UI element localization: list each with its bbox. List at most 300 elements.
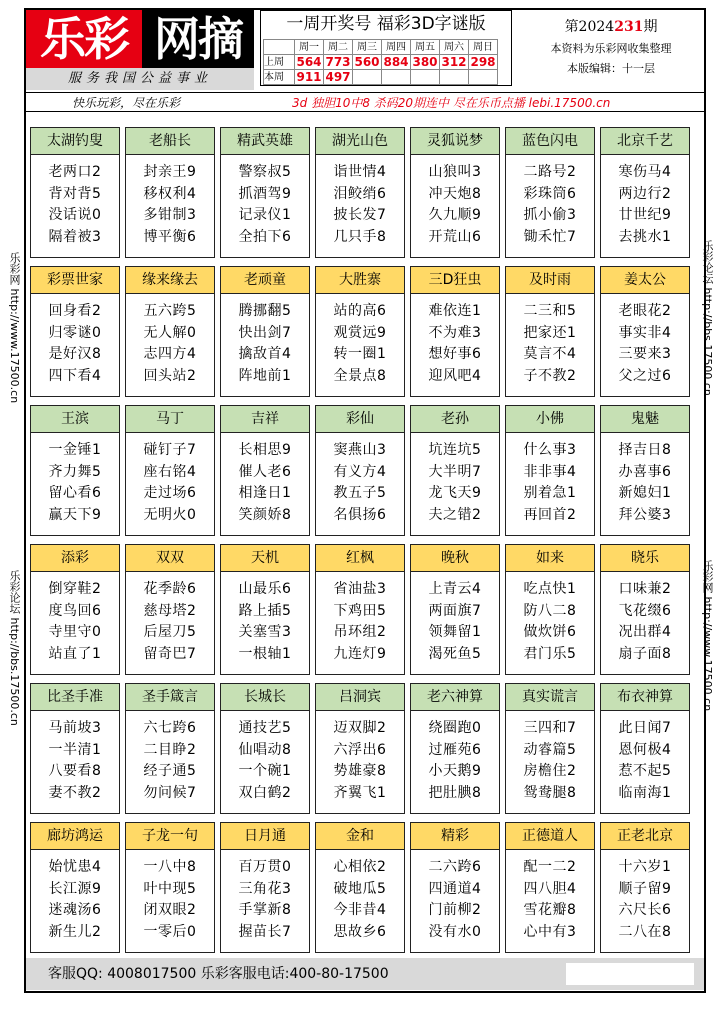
riddle-line: 三角花3 [238, 880, 292, 897]
card-items [601, 294, 689, 387]
riddle-line: 披长发7 [333, 207, 387, 223]
riddle-line: 闭双眼2 [143, 902, 197, 918]
riddle-card [410, 405, 500, 536]
riddle-line: 想好事6 [428, 346, 482, 362]
riddle-card [505, 683, 595, 814]
riddle-line: 移权利4 [143, 185, 197, 202]
riddle-line: 站直了1 [48, 645, 102, 662]
riddle-line: 四通道4 [428, 880, 482, 897]
riddle-line: 二三和5 [523, 303, 577, 319]
card-items [411, 433, 499, 526]
logo-black-text: 网摘 [142, 10, 254, 68]
card-items [126, 572, 214, 665]
issue-number: 第2024231期 [564, 19, 658, 35]
card-title: 吉祥 [221, 406, 309, 433]
draw-number [469, 70, 498, 85]
riddle-card [505, 822, 595, 953]
riddle-card [220, 266, 310, 397]
draw-number [411, 70, 440, 85]
riddle-line: 经子通5 [143, 763, 197, 779]
riddle-line: 二路号2 [523, 164, 577, 180]
riddle-card [600, 405, 690, 536]
card-title: 北京千艺 [601, 128, 689, 155]
card-title: 正老北京 [601, 823, 689, 850]
riddle-card [315, 127, 405, 258]
riddle-line: 名俱扬6 [333, 506, 387, 523]
card-items [316, 155, 404, 248]
card-items [31, 850, 119, 943]
card-items [601, 711, 689, 804]
riddle-line: 笑颜娇8 [238, 506, 292, 523]
riddle-card [505, 405, 595, 536]
riddle-card [30, 683, 120, 814]
riddle-card [410, 822, 500, 953]
riddle-line: 窦燕山3 [333, 442, 387, 458]
card-title: 精彩 [411, 823, 499, 850]
riddle-card [315, 822, 405, 953]
card-title: 天机 [221, 545, 309, 572]
card-items [31, 433, 119, 526]
weekday-row [264, 40, 498, 55]
riddle-line: 背对背5 [48, 185, 102, 202]
card-items [316, 850, 404, 943]
riddle-line: 势雄豪8 [333, 763, 387, 779]
riddle-line: 渴死鱼5 [428, 645, 482, 662]
riddle-line: 勿问候7 [143, 784, 197, 801]
card-items [126, 433, 214, 526]
riddle-line: 迎风吧4 [428, 367, 482, 384]
riddle-line: 抓酒驾9 [238, 185, 292, 202]
riddle-line: 回身看2 [48, 303, 102, 319]
card-items [411, 572, 499, 665]
weekday-label: 周二 [324, 40, 353, 55]
weekly-draw-box [260, 10, 512, 86]
riddle-line: 雪花瓣8 [523, 902, 577, 918]
riddle-line: 久九顺9 [428, 207, 482, 223]
riddle-line: 博平衡6 [143, 228, 197, 245]
riddle-line: 老眼花2 [618, 303, 672, 319]
footer-blank-box [566, 963, 694, 985]
card-items [221, 155, 309, 248]
card-items [31, 155, 119, 248]
riddle-line: 下鸡田5 [333, 602, 387, 619]
card-title: 长城长 [221, 684, 309, 711]
riddle-line: 一个碗1 [238, 763, 292, 779]
riddle-line: 子不教2 [523, 367, 577, 384]
riddle-line: 赢天下9 [48, 506, 102, 523]
grid-row [30, 544, 692, 675]
card-title: 老六神算 [411, 684, 499, 711]
card-items [506, 572, 594, 665]
last-week-label: 上周 [264, 55, 295, 70]
riddle-card [30, 544, 120, 675]
riddle-card [505, 266, 595, 397]
grid-row [30, 266, 692, 397]
riddle-line: 省油盐3 [333, 581, 387, 597]
riddle-line: 六七跨6 [143, 720, 197, 736]
riddle-line: 隔着被3 [48, 228, 102, 245]
riddle-line: 开荒山6 [428, 228, 482, 245]
riddle-line: 恩何极4 [618, 741, 672, 758]
riddle-line: 妻不教2 [48, 784, 102, 801]
card-title: 真实谎言 [506, 684, 594, 711]
side-text-left-top: 乐彩网 http://www.17500.cn [8, 252, 21, 404]
riddle-line: 不为难3 [428, 324, 482, 341]
riddle-line: 二八在8 [618, 923, 672, 940]
weekday-label: 周三 [353, 40, 382, 55]
card-items [601, 433, 689, 526]
riddle-line: 没话说0 [48, 207, 102, 223]
riddle-line: 龙飞天9 [428, 485, 482, 501]
grid-row [30, 127, 692, 258]
riddle-line: 阵地前1 [238, 367, 292, 384]
card-items [126, 294, 214, 387]
riddle-line: 冲天炮8 [428, 185, 482, 202]
riddle-card [125, 127, 215, 258]
riddle-card [125, 822, 215, 953]
riddle-line: 没有水0 [428, 923, 482, 940]
riddle-line: 抓小偷3 [523, 207, 577, 223]
card-items [221, 711, 309, 804]
riddle-line: 六尺长6 [618, 902, 672, 918]
card-items [126, 711, 214, 804]
riddle-line: 百万贯0 [238, 859, 292, 875]
card-items [31, 711, 119, 804]
card-title: 王滨 [31, 406, 119, 433]
riddle-line: 坑连坑5 [428, 442, 482, 458]
this-week-label: 本周 [264, 70, 295, 85]
riddle-line: 泪鲛绡6 [333, 185, 387, 202]
riddle-line: 扇子面8 [618, 645, 672, 662]
riddle-line: 擒敌首4 [238, 346, 292, 362]
riddle-line: 新生儿2 [48, 923, 102, 940]
riddle-line: 莫言不4 [523, 346, 577, 362]
riddle-line: 观赏远9 [333, 324, 387, 341]
riddle-line: 一根轴1 [238, 645, 292, 662]
draw-number: 380 [412, 54, 438, 69]
riddle-card [410, 127, 500, 258]
riddle-card [410, 544, 500, 675]
riddle-line: 锄禾忙7 [523, 228, 577, 245]
logo [26, 10, 254, 68]
riddle-line: 全拍下6 [238, 228, 292, 245]
riddle-line: 一八中8 [143, 859, 197, 875]
card-items [506, 294, 594, 387]
card-title: 晓乐 [601, 545, 689, 572]
riddle-line: 归零谜0 [48, 324, 102, 341]
card-items [221, 433, 309, 526]
riddle-line: 飞花缀6 [618, 602, 672, 619]
riddle-line: 志四方4 [143, 346, 197, 362]
draw-number: 497 [325, 69, 351, 84]
draw-number: 773 [325, 54, 351, 69]
card-title: 廊坊鸿运 [31, 823, 119, 850]
draw-number: 298 [470, 54, 496, 69]
riddle-card [410, 683, 500, 814]
card-title: 如来 [506, 545, 594, 572]
card-title: 缘来缘去 [126, 267, 214, 294]
card-items [601, 155, 689, 248]
card-title: 及时雨 [506, 267, 594, 294]
tagline-bar [24, 92, 706, 112]
draw-number [353, 70, 382, 85]
card-title: 马丁 [126, 406, 214, 433]
grid-row [30, 822, 692, 953]
riddle-line: 马前坡3 [48, 720, 102, 736]
riddle-line: 山最乐6 [238, 581, 292, 597]
card-items [411, 155, 499, 248]
side-text-right-top: 乐彩论坛 http://bbs.17500.cn [701, 240, 714, 396]
riddle-line: 办喜事6 [618, 463, 672, 480]
riddle-line: 此日闻7 [618, 720, 672, 736]
riddle-line: 两面旗7 [428, 602, 482, 619]
card-title: 老顽童 [221, 267, 309, 294]
riddle-line: 通技艺5 [238, 720, 292, 736]
riddle-line: 别着急1 [523, 485, 577, 501]
riddle-card [600, 266, 690, 397]
riddle-line: 三四和7 [523, 720, 577, 736]
riddle-card [410, 266, 500, 397]
riddle-line: 有义方4 [333, 463, 387, 480]
card-title: 大胜寨 [316, 267, 404, 294]
riddle-card [125, 405, 215, 536]
riddle-line: 门前柳2 [428, 902, 482, 918]
card-title: 三D狂虫 [411, 267, 499, 294]
riddle-line: 几只手8 [333, 228, 387, 245]
riddle-line: 防八二8 [523, 602, 577, 619]
riddle-line: 路上插5 [238, 602, 292, 619]
riddle-card [220, 544, 310, 675]
riddle-line: 难依连1 [428, 303, 482, 319]
riddle-line: 度鸟回6 [48, 602, 102, 619]
card-title: 布衣神算 [601, 684, 689, 711]
riddle-card [30, 266, 120, 397]
riddle-line: 新媳妇1 [618, 485, 672, 501]
tagline-right: 3d 独胆10中8 杀码20期连中 尽在乐币点播 lebi.17500.cn [292, 96, 611, 110]
weekday-label: 周日 [469, 40, 498, 55]
card-title: 灵狐说梦 [411, 128, 499, 155]
riddle-line: 老两口2 [48, 164, 102, 180]
card-title: 彩票世家 [31, 267, 119, 294]
card-items [316, 294, 404, 387]
riddle-line: 二目睁2 [143, 741, 197, 758]
riddle-card [220, 127, 310, 258]
riddle-line: 择吉日8 [618, 442, 672, 458]
riddle-card [220, 683, 310, 814]
riddle-line: 彩珠筒6 [523, 185, 577, 202]
riddle-line: 心中有3 [523, 923, 577, 940]
riddle-line: 四下看4 [48, 367, 102, 384]
this-week-row [264, 70, 498, 85]
card-title: 老孙 [411, 406, 499, 433]
riddle-line: 记录仪1 [238, 207, 292, 223]
riddle-card [315, 405, 405, 536]
riddle-line: 把家还1 [523, 324, 577, 341]
riddle-line: 快出剑7 [238, 324, 292, 341]
riddle-line: 关塞雪3 [238, 624, 292, 640]
riddle-card [600, 127, 690, 258]
riddle-line: 三要来3 [618, 346, 672, 362]
draw-number [382, 70, 411, 85]
riddle-line: 六浮出6 [333, 741, 387, 758]
riddle-line: 破地瓜5 [333, 880, 387, 897]
riddle-line: 做炊饼6 [523, 624, 577, 640]
riddle-line: 慈母塔2 [143, 602, 197, 619]
grid-row [30, 683, 692, 814]
card-title: 正德道人 [506, 823, 594, 850]
card-title: 湖光山色 [316, 128, 404, 155]
card-items [31, 572, 119, 665]
riddle-line: 况出群4 [618, 624, 672, 640]
riddle-card [220, 822, 310, 953]
card-title: 小佛 [506, 406, 594, 433]
editor-note: 本版编辑：十一层 [567, 62, 655, 75]
riddle-line: 顺子留9 [618, 880, 672, 897]
last-week-row [264, 55, 498, 70]
riddle-line: 全景点8 [333, 367, 387, 384]
card-title: 蓝色闪电 [506, 128, 594, 155]
riddle-line: 廿世纪9 [618, 207, 672, 223]
riddle-line: 长相思9 [238, 442, 292, 458]
riddle-line: 口味兼2 [618, 581, 672, 597]
riddle-line: 齐翼飞1 [333, 784, 387, 801]
riddle-line: 多钳制3 [143, 207, 197, 223]
side-text-left-bottom: 乐彩论坛 http://bbs.17500.cn [8, 570, 21, 726]
riddle-line: 君门乐5 [523, 645, 577, 662]
weekday-label: 周四 [382, 40, 411, 55]
riddle-line: 配一二2 [523, 859, 577, 875]
card-items [506, 433, 594, 526]
riddle-line: 迷魂汤6 [48, 902, 102, 918]
riddle-card [505, 127, 595, 258]
card-title: 鬼魅 [601, 406, 689, 433]
riddle-line: 大半明7 [428, 463, 482, 480]
riddle-line: 父之过6 [618, 367, 672, 384]
card-items [506, 850, 594, 943]
riddle-line: 手掌新8 [238, 902, 292, 918]
riddle-line: 后屋刀5 [143, 624, 197, 640]
riddle-line: 两边行2 [618, 185, 672, 202]
riddle-line: 回头站2 [143, 367, 197, 384]
riddle-line: 双白鹤2 [238, 784, 292, 801]
card-items [126, 155, 214, 248]
riddle-line: 无人解0 [143, 324, 197, 341]
riddle-card [125, 683, 215, 814]
riddle-line: 始忧患4 [48, 859, 102, 875]
riddle-line: 长江源9 [48, 880, 102, 897]
slogan: 服务我国公益事业 [26, 68, 254, 90]
riddle-line: 教五子5 [333, 485, 387, 501]
riddle-card [600, 822, 690, 953]
riddle-line: 非非事4 [523, 463, 577, 480]
riddle-line: 五六跨5 [143, 303, 197, 319]
riddle-line: 上青云4 [428, 581, 482, 597]
draw-table [263, 39, 498, 85]
riddle-line: 吊环组2 [333, 624, 387, 640]
card-items [221, 294, 309, 387]
card-title: 姜太公 [601, 267, 689, 294]
riddle-card [125, 544, 215, 675]
riddle-line: 心相依2 [333, 859, 387, 875]
riddle-line: 八要看8 [48, 763, 102, 779]
riddle-line: 齐力舞5 [48, 463, 102, 480]
riddle-line: 叶中现5 [143, 880, 197, 897]
riddle-line: 相逢日1 [238, 485, 292, 501]
card-items [126, 850, 214, 943]
riddle-line: 无明火0 [143, 506, 197, 523]
card-items [316, 433, 404, 526]
riddle-card [315, 544, 405, 675]
riddle-line: 夫之错2 [428, 506, 482, 523]
riddle-line: 座右铭4 [143, 463, 197, 480]
draw-number: 884 [383, 54, 409, 69]
riddle-line: 迈双脚2 [333, 720, 387, 736]
riddle-line: 今非昔4 [333, 902, 387, 918]
riddle-line: 临南海1 [618, 784, 672, 801]
riddle-line: 诣世情4 [333, 164, 387, 180]
card-title: 彩仙 [316, 406, 404, 433]
card-title: 双双 [126, 545, 214, 572]
riddle-line: 吃点快1 [523, 581, 577, 597]
card-title: 金和 [316, 823, 404, 850]
card-title: 圣手箴言 [126, 684, 214, 711]
riddle-line: 是好汉8 [48, 346, 102, 362]
card-title: 日月通 [221, 823, 309, 850]
riddle-line: 碰钉子7 [143, 442, 197, 458]
riddle-line: 动睿篇5 [523, 741, 577, 758]
card-title: 吕洞宾 [316, 684, 404, 711]
draw-number: 312 [441, 54, 467, 69]
riddle-card [600, 544, 690, 675]
riddle-line: 腾挪翻5 [238, 303, 292, 319]
card-items [411, 711, 499, 804]
draw-number: 564 [296, 54, 322, 69]
riddle-line: 催人老6 [238, 463, 292, 480]
card-items [221, 850, 309, 943]
riddle-card [315, 683, 405, 814]
riddle-card [125, 266, 215, 397]
riddle-line: 寒伤马4 [618, 164, 672, 180]
draw-title: 一周开奖号 福彩3D字谜版 [286, 14, 486, 34]
source-note: 本资料为乐彩网收集整理 [550, 42, 672, 55]
card-title: 精武英雄 [221, 128, 309, 155]
card-items [316, 711, 404, 804]
riddle-line: 房檐住2 [523, 763, 577, 779]
logo-red-text: 乐彩 [26, 10, 142, 68]
riddle-line: 什么事3 [523, 442, 577, 458]
card-items [411, 850, 499, 943]
riddle-line: 鸳鸯腿8 [523, 784, 577, 801]
riddle-line: 去挑水1 [618, 228, 672, 245]
riddle-line: 把肚腆8 [428, 784, 482, 801]
card-title: 红枫 [316, 545, 404, 572]
card-title: 晚秋 [411, 545, 499, 572]
riddle-line: 小天鹅9 [428, 763, 482, 779]
riddle-line: 一金锤1 [48, 442, 102, 458]
riddle-line: 绕圈跑0 [428, 720, 482, 736]
riddle-line: 倒穿鞋2 [48, 581, 102, 597]
riddle-line: 转一圈1 [333, 346, 387, 362]
weekday-label: 周六 [440, 40, 469, 55]
riddle-line: 留奇巴7 [143, 645, 197, 662]
riddle-line: 拜公婆3 [618, 506, 672, 523]
riddle-line: 惹不起5 [618, 763, 672, 779]
riddle-line: 站的高6 [333, 303, 387, 319]
riddle-line: 走过场6 [143, 485, 197, 501]
riddle-line: 事实非4 [618, 324, 672, 341]
card-items [411, 294, 499, 387]
weekday-label: 周一 [295, 40, 324, 55]
